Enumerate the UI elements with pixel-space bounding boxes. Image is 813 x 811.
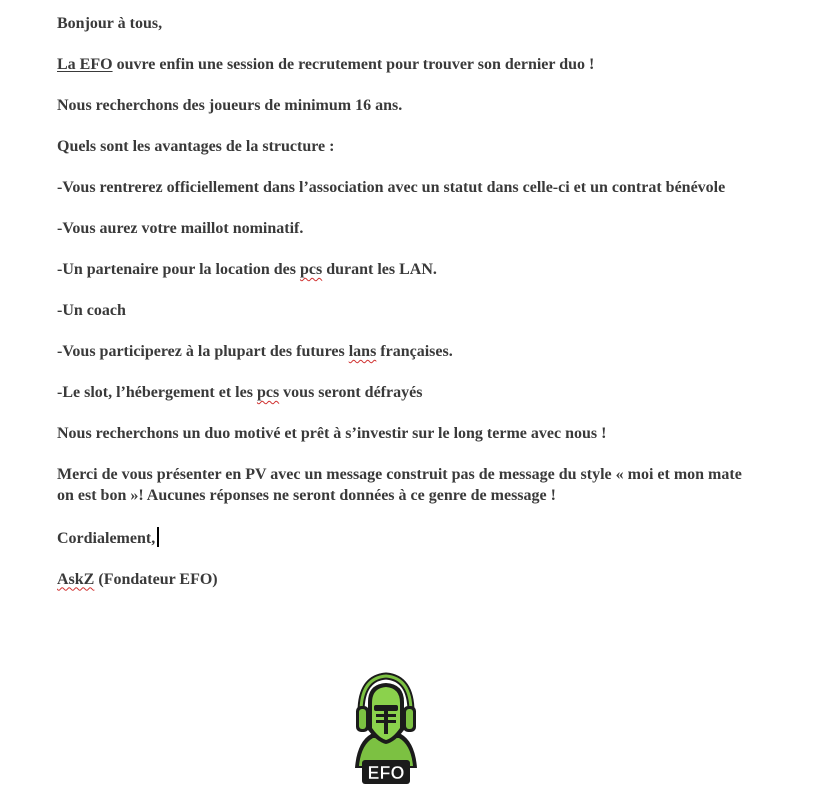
advantage-5-text-c: françaises. [376,343,453,360]
letter-body[interactable] [57,14,757,611]
knight-helmet-icon [353,672,419,786]
closing-text: Cordialement, [57,529,156,547]
intro-text: ouvre enfin une session de recrutement pour trouver son dernier duo ! [112,56,595,73]
advantage-5-misspelled-word: lans [348,343,377,360]
text-cursor [157,527,159,547]
advantage-5 [57,342,757,363]
intro-org-name: La EFO [57,56,113,73]
advantage-6 [57,383,757,404]
advantage-3 [57,260,757,281]
advantage-2: -Vous aurez votre maillot nominatif. [57,220,304,237]
closing-line [57,527,757,550]
age-requirement: Nous recherchons des joueurs de minimum 16 ans. [57,97,403,114]
advantage-3-text-c: durant les LAN. [322,261,437,278]
motivation-paragraph: Nous recherchons un duo motivé et prêt à s’investir sur le long terme avec nous ! [57,425,607,442]
advantage-1: -Vous rentrerez officiellement dans l’association avec un statut dans celle-ci et un contrat bénévole [57,179,726,196]
efo-logo [353,672,419,786]
intro-paragraph [57,55,757,76]
signature-name: AskZ [57,570,95,588]
advantage-5-text-a: -Vous participerez à la plupart des futures [57,343,349,360]
logo-text: EFO [367,763,405,783]
greeting: Bonjour à tous, [57,15,163,32]
contact-paragraph: Merci de vous présenter en PV avec un message construit pas de message du style « moi et mon mate on est bon »! Aucunes réponses ne seront données à ce genre de message ! [57,466,746,504]
advantage-3-misspelled-word: pcs [299,261,323,278]
advantage-6-misspelled-word: pcs [256,384,280,401]
advantage-4: -Un coach [57,302,126,319]
advantage-6-text-c: vous seront défrayés [279,384,423,401]
advantage-6-text-a: -Le slot, l’hébergement et les [57,384,257,401]
signature [57,570,757,591]
advantages-heading: Quels sont les avantages de la structure : [57,138,335,155]
signature-title: (Fondateur EFO) [94,570,218,588]
advantage-3-text-a: -Un partenaire pour la location des [57,261,300,278]
